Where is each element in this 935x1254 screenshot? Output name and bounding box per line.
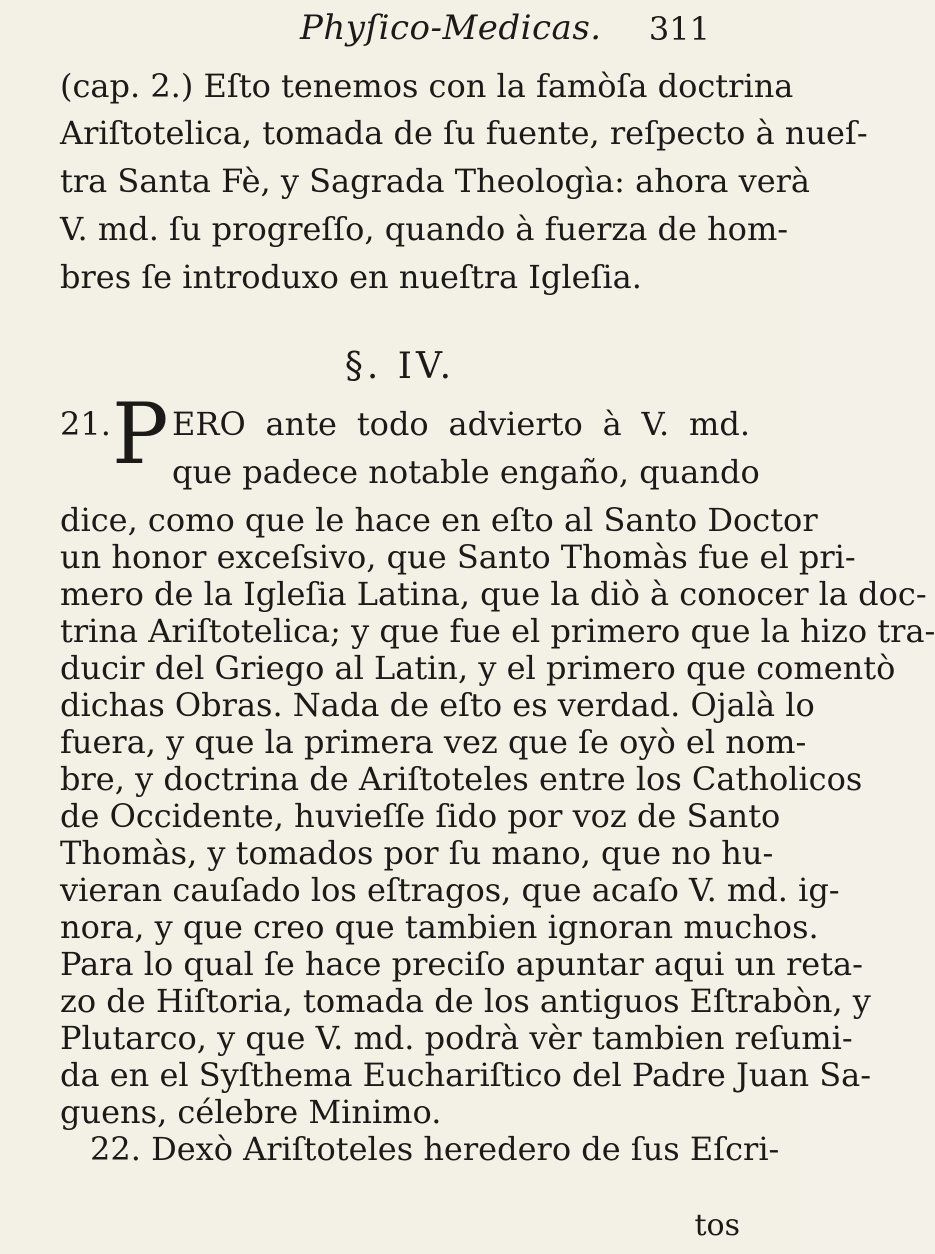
drop-cap: P xyxy=(112,385,169,483)
text-line: Para lo qual ſe hace preciſo apuntar aqui un reta- xyxy=(60,945,863,983)
text-line: bre, y doctrina de Ariſtoteles entre los Catholicos xyxy=(60,760,863,798)
text-line: vieran cauſado los eſtragos, que acaſo V. md. ig- xyxy=(60,871,840,909)
page-number: 311 xyxy=(648,10,710,48)
catchword: tos xyxy=(694,1208,740,1243)
text-line: dice, como que le hace en eſto al Santo Doctor xyxy=(60,501,818,539)
paragraph-22-line xyxy=(90,1129,780,1169)
text-line: Ariſtotelica, tomada de ſu fuente, reſpecto à nueſ- xyxy=(60,114,868,152)
text-line: bres ſe introduxo en nueſtra Igleſia. xyxy=(60,258,642,296)
text-line: da en el Syſthema Euchariſtico del Padre Juan Sa- xyxy=(60,1056,872,1094)
running-title: Phyſico-Medicas. xyxy=(300,8,602,48)
section-heading: §. IV. xyxy=(344,346,456,387)
text-line: Plutarco, y que V. md. podrà vèr tambien reſumi- xyxy=(60,1019,853,1057)
text-line: de Occidente, huvieſſe ſido por voz de Santo xyxy=(60,797,781,835)
running-head xyxy=(90,8,710,60)
text-line: guens, célebre Minimo. xyxy=(60,1093,442,1131)
paragraph-number: 21. xyxy=(60,405,111,443)
text-line: dichas Obras. Nada de eſto es verdad. Ojalà lo xyxy=(60,686,815,724)
text-line: mero de la Igleſia Latina, que la diò à conocer la doc- xyxy=(60,575,927,613)
text-line: Dexò Ariſtoteles heredero de ſus Eſcri- xyxy=(151,1130,780,1168)
text-line: ERO ante todo advierto à V. md. xyxy=(172,405,750,443)
text-line: (cap. 2.) Eſto tenemos con la famòſa doctrina xyxy=(60,67,794,105)
text-line: fuera, y que la primera vez que ſe oyò el nom- xyxy=(60,723,807,761)
text-line: Thomàs, y tomados por ſu mano, que no hu- xyxy=(60,834,774,872)
text-line: trina Ariſtotelica; y que fue el primero que la hizo tra- xyxy=(60,612,935,650)
text-line: ducir del Griego al Latin, y el primero que comentò xyxy=(60,649,896,687)
text-line: V. md. ſu progreſſo, quando à fuerza de hom- xyxy=(60,210,789,248)
text-line: un honor exceſsivo, que Santo Thomàs fue el pri- xyxy=(60,538,856,576)
text-line: tra Santa Fè, y Sagrada Theologìa: ahora verà xyxy=(60,162,810,200)
text-line: nora, y que creo que tambien ignoran muchos. xyxy=(60,908,819,946)
text-line: que padece notable engaño, quando xyxy=(172,453,760,491)
paragraph-number: 22. xyxy=(90,1130,152,1168)
text-line: zo de Hiſtoria, tomada de los antiguos Eſtrabòn, y xyxy=(60,982,871,1020)
